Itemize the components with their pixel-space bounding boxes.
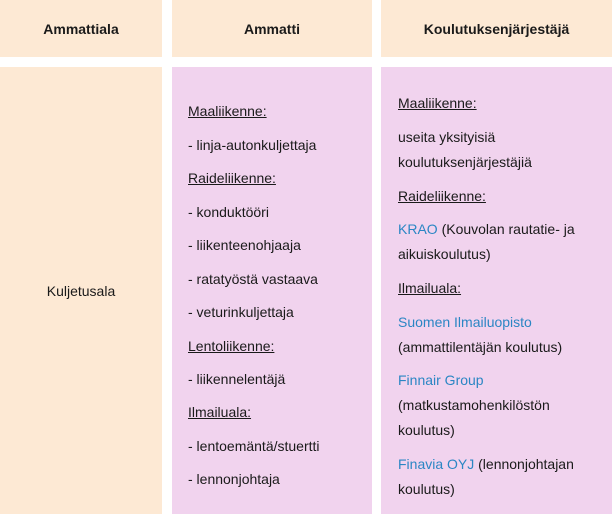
- krao-line: [398, 220, 575, 238]
- provider-text: (lennonjohtajan: [474, 456, 574, 472]
- provider-text: (matkustamohenkilöstön: [398, 397, 550, 413]
- profession-item: - konduktööri: [188, 204, 269, 220]
- profession-item: - ratatyöstä vastaava: [188, 271, 318, 287]
- rail-heading: Raideliikenne:: [188, 170, 276, 186]
- finnair-group-link[interactable]: Finnair Group: [398, 372, 484, 388]
- provider-text: useita yksityisiä: [398, 129, 496, 145]
- provider-cell: [381, 67, 612, 514]
- profession-item: - linja-autonkuljettaja: [188, 137, 317, 153]
- air-heading: Lentoliikenne:: [188, 338, 275, 354]
- header-profession: [172, 0, 372, 57]
- provider-road-heading: Maaliikenne:: [398, 95, 477, 111]
- header-provider: [381, 0, 612, 57]
- provider-text: aikuiskoulutus): [398, 246, 491, 262]
- finavia-line: [398, 455, 574, 473]
- provider-rail-heading: Raideliikenne:: [398, 188, 486, 204]
- field-cell: [0, 67, 162, 514]
- profession-item: - liikennelentäjä: [188, 371, 286, 387]
- road-heading: Maaliikenne:: [188, 103, 267, 119]
- provider-text: koulutuksenjärjestäjiä: [398, 154, 532, 170]
- header-provider-label: Koulutuksenjärjestäjä: [423, 20, 570, 37]
- provider-text: koulutus): [398, 422, 455, 438]
- provider-text: (ammattilentäjän koulutus): [398, 339, 563, 355]
- profession-item: - liikenteenohjaaja: [188, 237, 301, 253]
- profession-item: - veturinkuljettaja: [188, 304, 294, 320]
- provider-text: koulutus): [398, 481, 455, 497]
- profession-item: - lennonjohtaja: [188, 471, 280, 487]
- provider-aviation-heading: Ilmailuala:: [398, 280, 462, 296]
- field-value: Kuljetusala: [46, 282, 116, 299]
- header-profession-label: Ammatti: [243, 20, 300, 37]
- header-field-label: Ammattiala: [43, 20, 119, 37]
- header-field: [0, 0, 162, 57]
- aviation-heading: Ilmailuala:: [188, 404, 252, 420]
- profession-item: - lentoemäntä/stuertti: [188, 438, 320, 454]
- profession-cell: [172, 67, 372, 514]
- provider-text: (Kouvolan rautatie- ja: [437, 221, 575, 237]
- krao-link[interactable]: KRAO: [398, 221, 438, 237]
- suomen-ilmailuopisto-link[interactable]: Suomen Ilmailuopisto: [398, 314, 532, 330]
- finavia-oyj-link[interactable]: Finavia OYJ: [398, 456, 475, 472]
